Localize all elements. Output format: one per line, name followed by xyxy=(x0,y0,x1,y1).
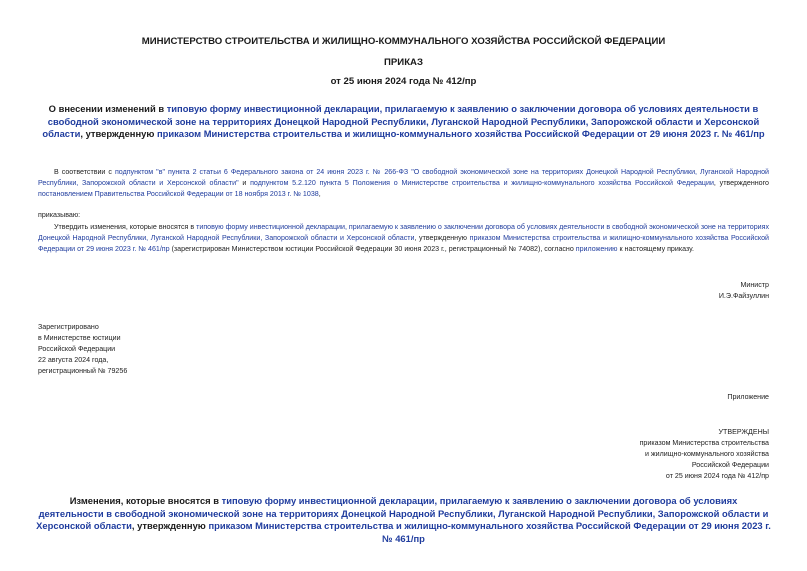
basis-text-3: , утвержденного xyxy=(713,178,770,187)
approve-link-order-461[interactable]: приказом Министерства строительства и жилищно-коммунального хозяйства Российской Федерации от 29 июня 2023 г. № 461/пр xyxy=(38,233,769,253)
changes-text-1: Изменения, которые вносятся в xyxy=(69,495,222,506)
orders-label: приказываю: xyxy=(38,211,81,219)
basis-text-2: и xyxy=(238,178,251,187)
registration-line-2: в Министерстве юстиции xyxy=(38,334,121,342)
legal-basis-paragraph xyxy=(38,167,769,199)
ministry-heading: МИНИСТЕРСТВО СТРОИТЕЛЬСТВА И ЖИЛИЩНО-КОММУНАЛЬНОГО ХОЗЯЙСТВА РОССИЙСКОЙ ФЕДЕРАЦИИ xyxy=(141,36,666,47)
approved-line-4: от 25 июня 2024 года № 412/пр xyxy=(665,472,769,480)
signatory-position: Министр xyxy=(740,281,769,289)
title-link-order-461[interactable]: приказом Министерства строительства и жилищно-коммунального хозяйства Российской Федерации от 29 июня 2023 г. № 461/пр xyxy=(156,128,765,140)
approve-paragraph xyxy=(38,222,769,254)
changes-text-2: , утвержденную xyxy=(131,520,209,532)
approve-link-standard-form[interactable]: типовую форму инвестиционной декларации, прилагаемую к заявлению о заключении договора об условиях деятельности в свободной экономической зоне на территориях Донецкой Народной Республики, Луганской Народной Республики, Запорожской области и Херсонской области xyxy=(38,223,769,242)
changes-link-order-461[interactable]: приказом Министерства строительства и жилищно-коммунального хозяйства Российской Федерации от 29 июня 2023 г. № 461/пр xyxy=(208,520,771,544)
order-title xyxy=(36,103,771,141)
document-date: от 25 июня 2024 года № 412/пр xyxy=(330,76,477,87)
basis-link-government-decree[interactable]: постановлением Правительства Российской Федерации от 18 ноября 2013 г. № 1038 xyxy=(38,189,319,198)
approve-text-4: к настоящему приказу. xyxy=(617,244,694,253)
appendix-label: Приложение xyxy=(727,393,769,401)
approved-line-3: Российской Федерации xyxy=(691,461,769,469)
registration-line-5: регистрационный № 79256 xyxy=(38,367,128,375)
approved-line-2: и жилищно-коммунального хозяйства xyxy=(644,450,769,458)
approve-text-2: , утвержденную xyxy=(414,233,470,242)
basis-link-regulation[interactable]: подпунктом 5.2.120 пункта 5 Положения о Министерстве строительства и жилищно-коммунального хозяйства Российской Федерации xyxy=(250,178,714,187)
document-type: ПРИКАЗ xyxy=(384,57,423,68)
basis-text-4: , xyxy=(318,189,321,198)
title-text-2: , утвержденную xyxy=(80,128,157,140)
approve-text-1: Утвердить изменения, которые вносятся в xyxy=(54,223,197,231)
approved-line-1: приказом Министерства строительства xyxy=(639,439,769,447)
title-text-1: О внесении изменений в xyxy=(48,103,167,114)
changes-link-standard-form[interactable]: типовую форму инвестиционной декларации, прилагаемую к заявлению о заключении договора об условиях деятельности в свободной экономической зоне на территориях Донецкой Народной Республики, Луганской Народной Республики, Запорожской области и Херсонской области xyxy=(36,495,769,532)
registration-line-4: 22 августа 2024 года, xyxy=(38,356,109,364)
approve-text-3: (зарегистрирован Министерством юстиции Российской Федерации 30 июня 2023 г., регистрационный № 74082), согласно xyxy=(169,244,576,253)
approved-heading: УТВЕРЖДЕНЫ xyxy=(718,428,769,436)
signature-block xyxy=(719,280,769,302)
approval-stamp-block xyxy=(640,427,769,482)
approve-link-appendix[interactable]: приложению xyxy=(575,244,618,253)
registration-block xyxy=(38,322,127,377)
basis-text-1: В соответствии с xyxy=(54,168,115,176)
title-link-standard-form[interactable]: типовую форму инвестиционной декларации, прилагаемую к заявлению о заключении договора об условиях деятельности в свободной экономической зоне на территориях Донецкой Народной Республики, Луганской Народной Республики, Запорожской области и Херсонской области xyxy=(42,103,760,140)
basis-link-federal-law[interactable]: подпунктом "в" пункта 2 статьи 6 Федерального закона от 24 июня 2023 г. № 266-ФЗ "О свободной экономической зоне на территориях Донецкой Народной Республики, Луганской Народной Республики, Запорожской области и Херсонской области" xyxy=(38,168,770,187)
registration-line-1: Зарегистрировано xyxy=(38,323,99,331)
changes-title xyxy=(36,495,771,545)
registration-line-3: Российской Федерации xyxy=(38,345,116,353)
signatory-name: И.Э.Файзуллин xyxy=(718,292,769,300)
